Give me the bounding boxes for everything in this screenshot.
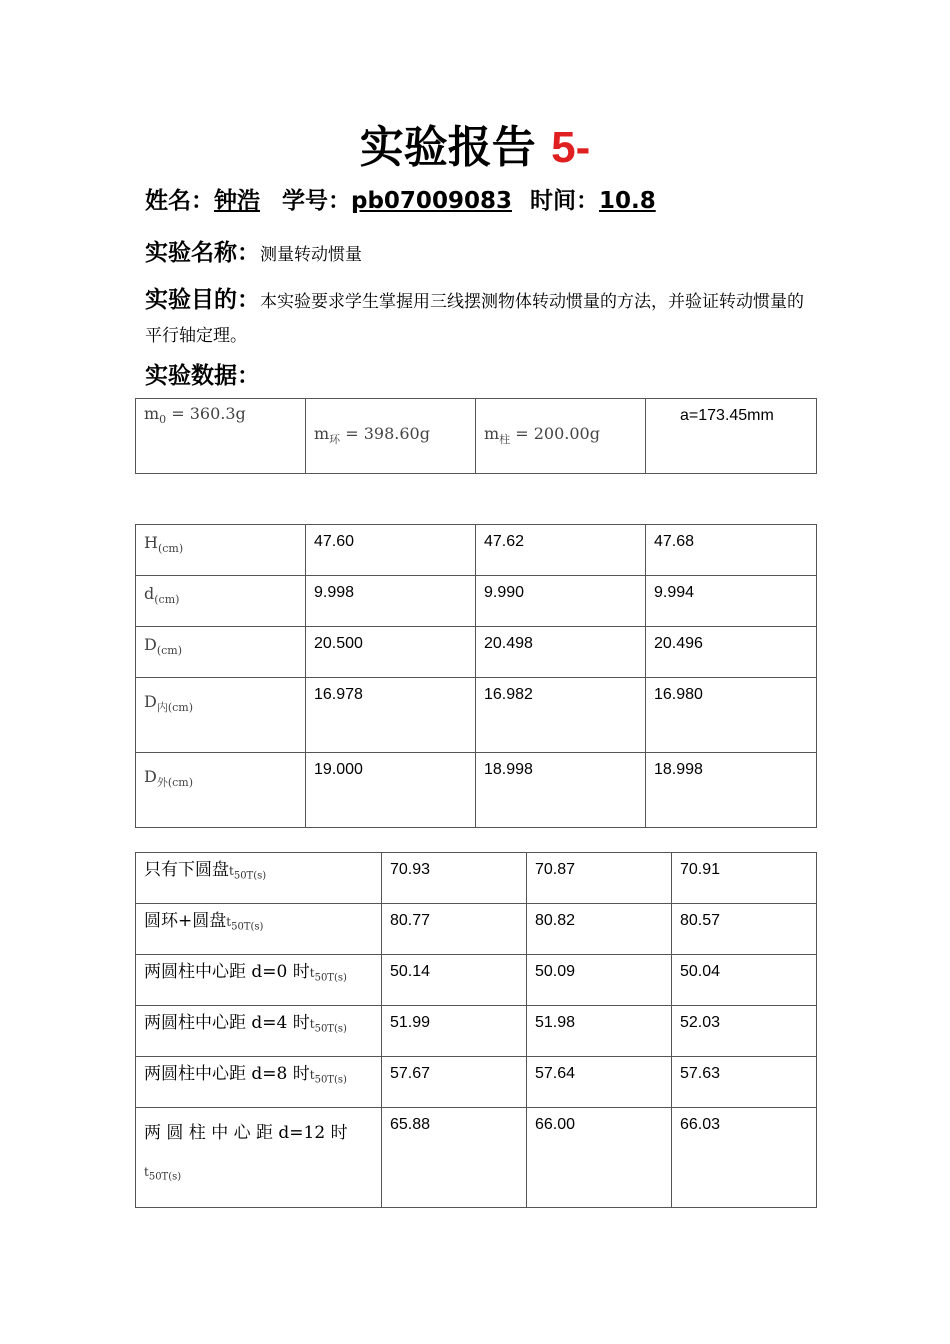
experiment-purpose bbox=[145, 283, 820, 353]
table-row bbox=[136, 753, 817, 828]
dim-value: 47.60 bbox=[306, 525, 476, 576]
dim-value: 18.998 bbox=[646, 753, 817, 828]
table-row bbox=[136, 904, 817, 955]
period-label: 只有下圆盘$t_{50T(s)}$ bbox=[136, 853, 382, 904]
dim-label: $H_{(cm)}$ bbox=[136, 525, 306, 576]
dim-value: 19.000 bbox=[306, 753, 476, 828]
data-heading: 实验数据： bbox=[145, 363, 260, 389]
experiment-time: 10.8 bbox=[598, 188, 656, 214]
mass-cell-ring: $m_环 = 398.60g$ bbox=[306, 399, 476, 474]
mass-cell-a: a=173.45mm bbox=[646, 399, 817, 474]
period-value: 50.14 bbox=[382, 955, 527, 1006]
period-value: 80.82 bbox=[527, 904, 672, 955]
dim-value: 20.500 bbox=[306, 627, 476, 678]
purpose-label: 实验目的： bbox=[145, 287, 260, 313]
student-id: pb07009083 bbox=[351, 188, 512, 214]
mass-cell-m0: $m_0 = 360.3g$ bbox=[136, 399, 306, 474]
experiment-name-label: 实验名称： bbox=[145, 240, 260, 266]
period-value: 70.91 bbox=[672, 853, 817, 904]
period-value: 50.09 bbox=[527, 955, 672, 1006]
dim-label: $D_{内(cm)}$ bbox=[136, 678, 306, 753]
period-value: 51.98 bbox=[527, 1006, 672, 1057]
table-row bbox=[136, 576, 817, 627]
report-title bbox=[0, 118, 950, 178]
period-label: 两 圆 柱 中 心 距 d=12 时 $t_{50T(s)}$ bbox=[136, 1108, 382, 1208]
period-value: 57.63 bbox=[672, 1057, 817, 1108]
purpose-value: 本实验要求学生掌握用三线摆测物体转动惯量的方法，并验证转动惯量的平行轴定理。 bbox=[145, 292, 804, 346]
period-label: 两圆柱中心距 d=4 时$t_{50T(s)}$ bbox=[136, 1006, 382, 1057]
table-row bbox=[136, 678, 817, 753]
dim-label: $D_{(cm)}$ bbox=[136, 627, 306, 678]
dim-value: 47.62 bbox=[476, 525, 646, 576]
period-value: 70.93 bbox=[382, 853, 527, 904]
dim-value: 20.496 bbox=[646, 627, 817, 678]
dim-label: $d_{(cm)}$ bbox=[136, 576, 306, 627]
table-row bbox=[136, 525, 817, 576]
student-info bbox=[145, 182, 656, 215]
id-label: 学号： bbox=[282, 188, 351, 214]
period-value: 66.00 bbox=[527, 1108, 672, 1208]
period-value: 57.67 bbox=[382, 1057, 527, 1108]
table-row bbox=[136, 627, 817, 678]
student-name: 钟浩 bbox=[214, 188, 260, 214]
dim-value: 9.990 bbox=[476, 576, 646, 627]
name-label: 姓名： bbox=[145, 188, 214, 214]
period-value: 70.87 bbox=[527, 853, 672, 904]
experiment-name-value: 测量转动惯量 bbox=[260, 245, 362, 265]
dim-value: 9.998 bbox=[306, 576, 476, 627]
mass-table bbox=[135, 398, 817, 474]
period-value: 65.88 bbox=[382, 1108, 527, 1208]
dim-value: 20.498 bbox=[476, 627, 646, 678]
dim-label: $D_{外(cm)}$ bbox=[136, 753, 306, 828]
mass-cell-cylinder: $m_柱 = 200.00g$ bbox=[476, 399, 646, 474]
time-label: 时间： bbox=[529, 188, 599, 214]
period-value: 52.03 bbox=[672, 1006, 817, 1057]
dimension-table bbox=[135, 524, 817, 828]
dim-value: 18.998 bbox=[476, 753, 646, 828]
table-row bbox=[136, 955, 817, 1006]
period-value: 51.99 bbox=[382, 1006, 527, 1057]
dim-value: 47.68 bbox=[646, 525, 817, 576]
period-value: 80.77 bbox=[382, 904, 527, 955]
table-row bbox=[136, 1057, 817, 1108]
title-number: 5- bbox=[551, 123, 591, 172]
period-label: 两圆柱中心距 d=0 时$t_{50T(s)}$ bbox=[136, 955, 382, 1006]
period-value: 80.57 bbox=[672, 904, 817, 955]
dim-value: 16.978 bbox=[306, 678, 476, 753]
period-table bbox=[135, 852, 817, 1208]
period-value: 50.04 bbox=[672, 955, 817, 1006]
table-row bbox=[136, 853, 817, 904]
dim-value: 16.982 bbox=[476, 678, 646, 753]
dim-value: 9.994 bbox=[646, 576, 817, 627]
dim-value: 16.980 bbox=[646, 678, 817, 753]
table-row bbox=[136, 1108, 817, 1208]
table-row bbox=[136, 1006, 817, 1057]
period-label: 圆环+圆盘$t_{50T(s)}$ bbox=[136, 904, 382, 955]
period-value: 57.64 bbox=[527, 1057, 672, 1108]
period-label: 两圆柱中心距 d=8 时$t_{50T(s)}$ bbox=[136, 1057, 382, 1108]
title-text: 实验报告 bbox=[359, 122, 536, 173]
experiment-name bbox=[145, 234, 362, 267]
period-value: 66.03 bbox=[672, 1108, 817, 1208]
